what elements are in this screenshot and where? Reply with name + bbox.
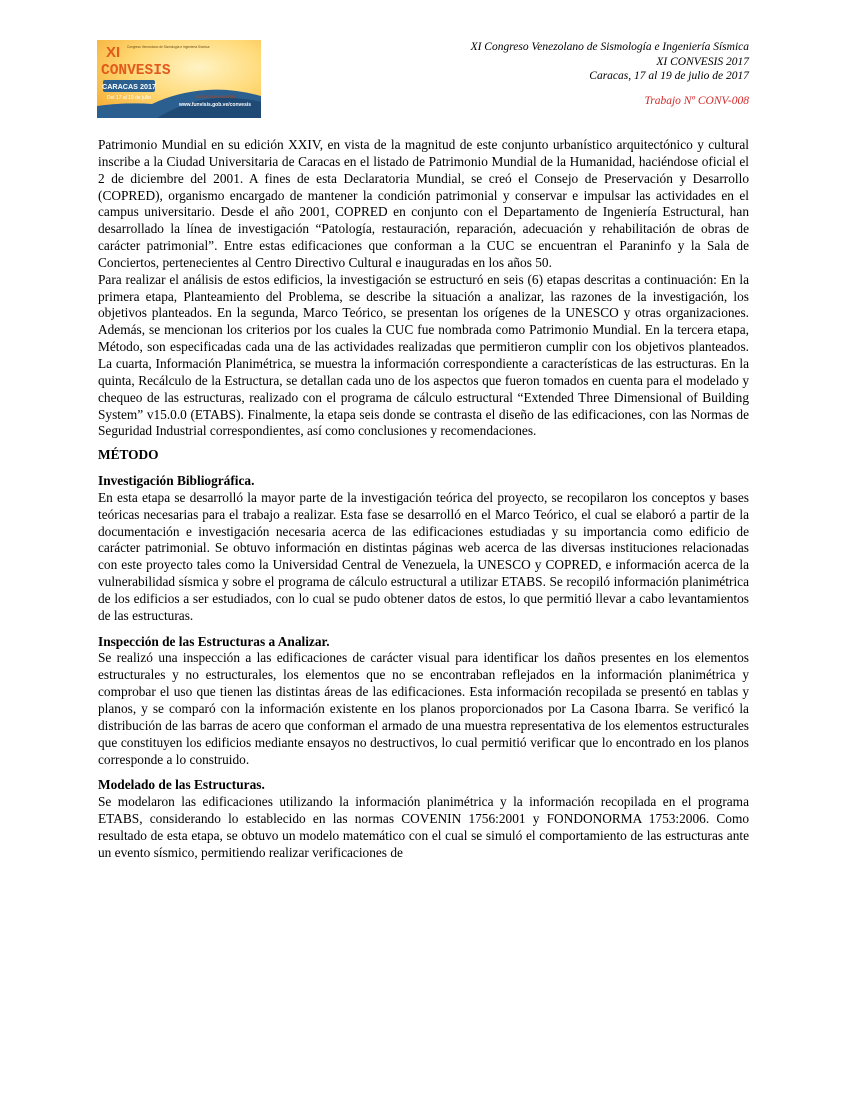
method-heading: MÉTODO (98, 447, 159, 463)
logo-line2: CONVESIS (101, 63, 171, 79)
conference-place-date: Caracas, 17 al 19 de julio de 2017 (589, 70, 749, 82)
intro-paragraph: Patrimonio Mundial en su edición XXIV, en vista de la magnitud de este conjunto urbanístico arquitectónico y cultural inscribe a la Ciudad Universitaria de Caracas en el listado de Patrimonio Mundial de la Humanidad, haciéndose oficial el 2 de diciembre del 2001. A fines de esta Declaratoria Mundial, se creó el Consejo de Preservación y Desarrollo (COPRED), organismo encargado de mantener la condición patrimonial y conservar e impulsar las actividades en el campus universitario. Desde el año 2001, COPRED en conjunto con el Departamento de Ingeniería Estructural, han desarrollado la línea de investigación “Patología, restauración, reparación, adecuación y rehabilitación de obras de carácter patrimonial”. Entre estas edificaciones que conforman a la CUC se encuentran el Paraninfo y la Sala de Conciertos, pertenecientes al Centro Directivo Cultural e inauguradas en los años 50. (98, 137, 749, 270)
logo-badge-dates: Del 17 al 19 de julio (107, 95, 151, 101)
paper-body (98, 137, 749, 862)
stages-paragraph: Para realizar el análisis de estos edificios, la investigación se estructuró en seis (6) etapas descritas a continuación: En la primera etapa, Planteamiento del Problema, se describe la situación a analizar, las razones de la investigación, los objetivos planteados. En la segunda, Marco Teórico, se presentan los orígenes de la UNESCO y otras organizaciones. Además, se mencionan los criterios por los cuales la CUC fue nombrada como Patrimonio Mundial. En la tercera etapa, Método, son especificadas cada una de las actividades realizadas que permitieron cumplir con los objetivos planteados. La cuarta, Información Planimétrica, se muestra la información correspondiente a características de las estructuras. En la quinta, Recálculo de la Estructura, se detallan cada uno de los aspectos que fueron tomados en cuenta para el modelado y chequeo de las estructuras, realizado con el programa de cálculo estructural “Extended Three Dimensional of Building System” v15.0.0 (ETABS). Finalmente, la etapa seis donde se contrasta el diseño de las edificaciones, con las Normas de Seguridad Industrial correspondientes, así como conclusiones y recomendaciones. (98, 271, 749, 439)
modeling-heading: Modelado de las Estructuras. (98, 777, 265, 793)
logo-badge-city: CARACAS 2017 (102, 82, 156, 91)
conference-edition: XI CONVESIS 2017 (656, 55, 749, 68)
bibliographic-heading: Investigación Bibliográfica. (98, 473, 255, 489)
conference-header (471, 40, 749, 108)
logo-small-text: Congreso Venezolano de Sismología e Ingeniería Sísmica (127, 45, 210, 49)
work-number: Trabajo Nº CONV-008 (644, 94, 749, 107)
modeling-paragraph: Se modelaron las edificaciones utilizando la información planimétrica y la información recopilada en el programa ETABS, considerando lo establecido en las normas COVENIN 1756:2001 y FONDONORMA 1753:2006. Como resultado de esta etapa, se obtuvo un modelo matemático con el cual se simuló el comportamiento de las estructuras ante un evento sísmico, permitiendo realizar verificaciones de (98, 794, 749, 860)
logo-url: www.funvisis.gob.ve/convesis (178, 102, 252, 108)
conference-name: XI Congreso Venezolano de Sismología e Ingeniería Sísmica (470, 41, 749, 53)
convesis-logo (97, 40, 261, 118)
inspection-paragraph: Se realizó una inspección a las edificaciones de carácter visual para identificar los daños presentes en los elementos estructurales y no estructurales, los elementos que no se encontraban reflejados en la información planimétrica y comprobar el uso que tienen las distintas áreas de las edificaciones. Esta información recopilada se presentó en tablas y planos, y se comparó con la información existente en los planos proporcionados por La Casona Ibarra. Se verificó la distribución de las barras de acero que conforman el armado de una muestra representativa de los elementos estructurales que constituyen los edificios mediante ensayos no destructivos, lo cual permitió verificar que lo encontrado en los planos corresponde a lo construido. (98, 650, 749, 767)
inspection-heading: Inspección de las Estructuras a Analizar. (98, 633, 330, 649)
logo-inscripciones: Inscripciones abiertas (194, 94, 236, 99)
logo-line1: XI (106, 44, 121, 61)
bibliographic-paragraph: En esta etapa se desarrolló la mayor parte de la investigación teórica del proyecto, se recopilaron los conceptos y bases teóricas necesarias para el trabajo a realizar. Esta fase se desarrolló en el Marco Teórico, el cual se elaboró a partir de la documentación e investigación necesaria acerca de las edificaciones estudiadas y su importancia como edificio de carácter patrimonial. Se obtuvo información en distintas páginas web acerca de las diversas instituciones relacionadas con este proyecto tales como la Universidad Central de Venezuela, la UNESCO y COPRED, e información acerca de la vulnerabilidad sísmica y sobre el programa de cálculo estructural a utilizar ETABS. Se recopiló información planimétrica de los edificios a ser estudiados, con lo cual se pudo obtener datos de estos, lo que permitió llevar a cabo levantamientos de las estructuras. (98, 489, 749, 623)
